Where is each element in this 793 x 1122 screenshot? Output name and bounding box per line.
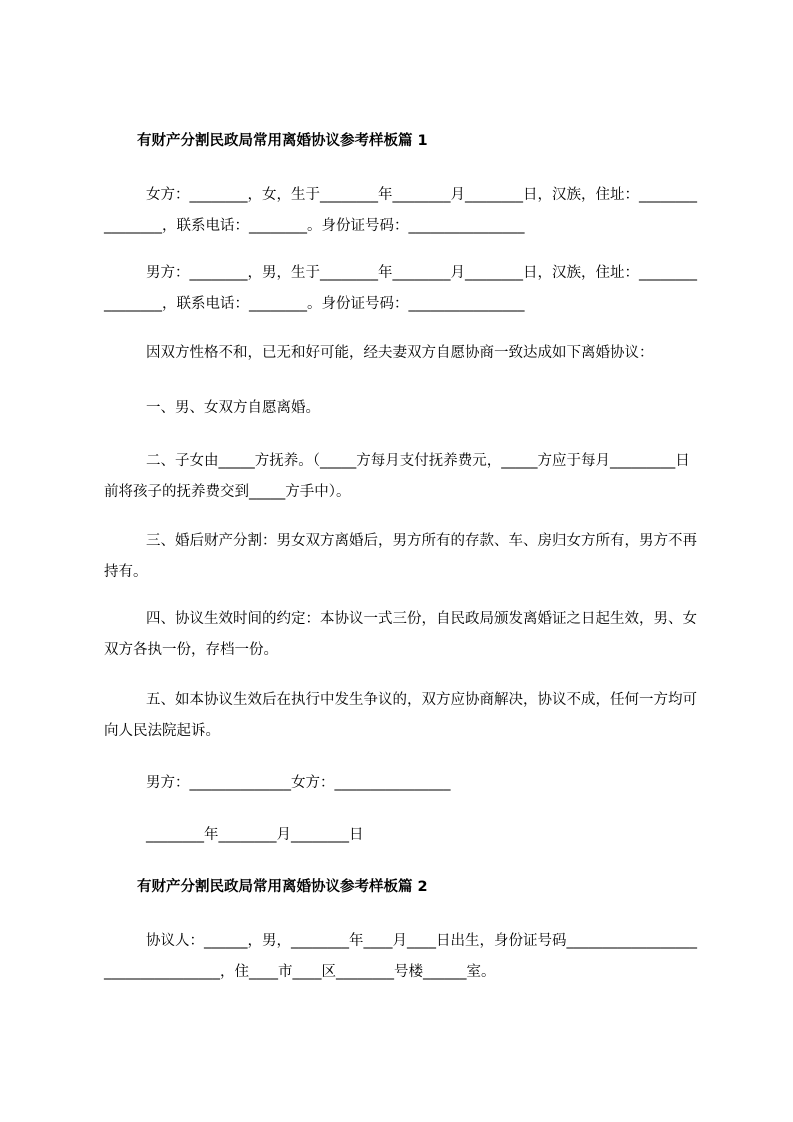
intro-paragraph	[104, 338, 702, 369]
signature-line: 男方：______________女方：________________	[146, 775, 451, 791]
clause-1-text: 一、男、女双方自愿离婚。	[146, 400, 320, 416]
section-title-2: 有财产分割民政局常用离婚协议参考样板篇 2	[137, 879, 428, 895]
male-info-text: 男方：________，男，生于________年________月________日，汉族，住址：________________，联系电话：________。身份证号码：________________	[104, 265, 697, 312]
female-info-text: 女方：________，女，生于________年________月________日，汉族，住址：________________，联系电话：________。身份证号码：________________	[104, 187, 697, 234]
male-info-paragraph	[104, 258, 702, 320]
female-info-paragraph	[104, 180, 702, 242]
date-line: ________年________月________日	[146, 827, 364, 843]
section-title-1: 有财产分割民政局常用离婚协议参考样板篇 1	[137, 133, 428, 149]
clause-5-paragraph	[104, 685, 702, 747]
clause-1-paragraph	[104, 393, 702, 424]
clause-4-paragraph	[104, 604, 702, 666]
clause-5-text: 五、如本协议生效后在执行中发生争议的，双方应协商解决，协议不成，任何一方均可向人民法院起诉。	[104, 692, 697, 739]
clause-3-paragraph	[104, 526, 702, 588]
clause-2-paragraph	[104, 446, 702, 508]
intro-text: 因双方性格不和，已无和好可能，经夫妻双方自愿协商一致达成如下离婚协议：	[146, 345, 654, 361]
party-info-paragraph	[104, 926, 702, 988]
clause-2-text: 二、子女由_____方抚养。（_____方每月支付抚养费元，_____方应于每月_________日前将孩子的抚养费交到_____方手中）。	[104, 453, 690, 500]
party-info-text: 协议人：______，男，________年____月____日出生，身份证号码__________________________________，住____市____区________号楼______室。	[104, 933, 697, 980]
clause-3-text: 三、婚后财产分割：男女双方离婚后，男方所有的存款、车、房归女方所有，男方不再持有。	[104, 533, 697, 580]
clause-4-text: 四、协议生效时间的约定：本协议一式三份，自民政局颁发离婚证之日起生效，男、女双方各执一份，存档一份。	[104, 611, 697, 658]
